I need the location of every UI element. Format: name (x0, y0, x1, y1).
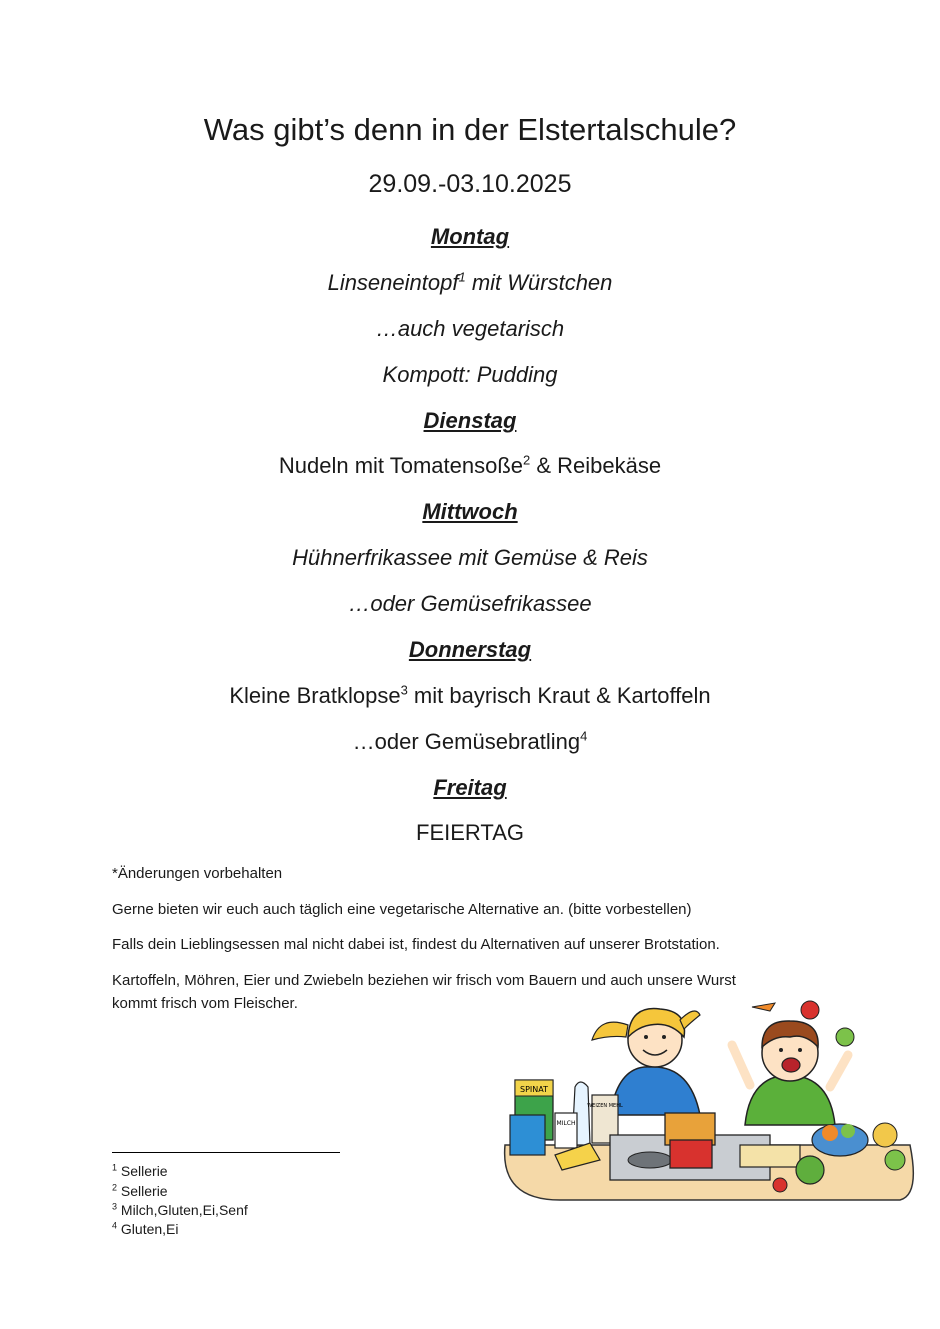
favorite-note: Falls dein Lieblingsessen mal nicht dabei ist, findest du Alternativen auf unserer Brotstation. (112, 936, 720, 953)
menu-line: …oder Gemüsebratling$^4$ (352, 728, 588, 754)
spinat-box-label: SPINAT (520, 1085, 548, 1094)
day-heading-freitag: Freitag (433, 775, 507, 800)
date-range: 29.09.-03.10.2025 (368, 170, 572, 198)
footnote: $^2$ Sellerie (112, 1182, 168, 1199)
day-heading-montag: Montag (430, 224, 510, 249)
day-heading-donnerstag: Donnerstag (408, 637, 532, 662)
footnote: $^1$ Sellerie (112, 1162, 168, 1179)
mehl-box-label: WEIZEN MEHL (587, 1103, 623, 1109)
day-heading-mittwoch: Mittwoch (422, 499, 518, 524)
children-cooking-illustration (500, 995, 920, 1205)
footnote-divider (112, 1152, 340, 1153)
day-heading-dienstag: Dienstag (423, 408, 517, 433)
menu-line: Kompott: Pudding (382, 362, 558, 387)
menu-line: Hühnerfrikassee mit Gemüse & Reis (292, 545, 648, 570)
footnote: $^3$ Milch,Gluten,Ei,Senf (112, 1201, 248, 1218)
footnote: $^4$ Gluten,Ei (112, 1220, 179, 1237)
changes-note: *Änderungen vorbehalten (112, 865, 283, 882)
farm-note-line-1: Kartoffeln, Möhren, Eier und Zwiebeln beziehen wir frisch vom Bauern und auch unsere Wurst (112, 972, 736, 989)
farm-note-line-2: kommt frisch vom Fleischer. (112, 995, 298, 1012)
page-title: Was gibt’s denn in der Elstertalschule? (203, 112, 737, 147)
menu-line: Linseneintopf$^1$ mit Würstchen (327, 269, 613, 295)
menu-line: …auch vegetarisch (375, 316, 565, 341)
menu-line: Nudeln mit Tomatensoße$^2$ & Reibekäse (278, 452, 662, 478)
menu-line: …oder Gemüsefrikassee (348, 591, 592, 616)
milch-box-label: MILCH (556, 1120, 576, 1127)
menu-line: Kleine Bratklopse$^3$ mit bayrisch Kraut & Kartoffeln (229, 682, 711, 708)
vegetarian-note: Gerne bieten wir euch auch täglich eine vegetarische Alternative an. (bitte vorbestellen) (112, 901, 692, 918)
menu-line: FEIERTAG (416, 820, 524, 845)
